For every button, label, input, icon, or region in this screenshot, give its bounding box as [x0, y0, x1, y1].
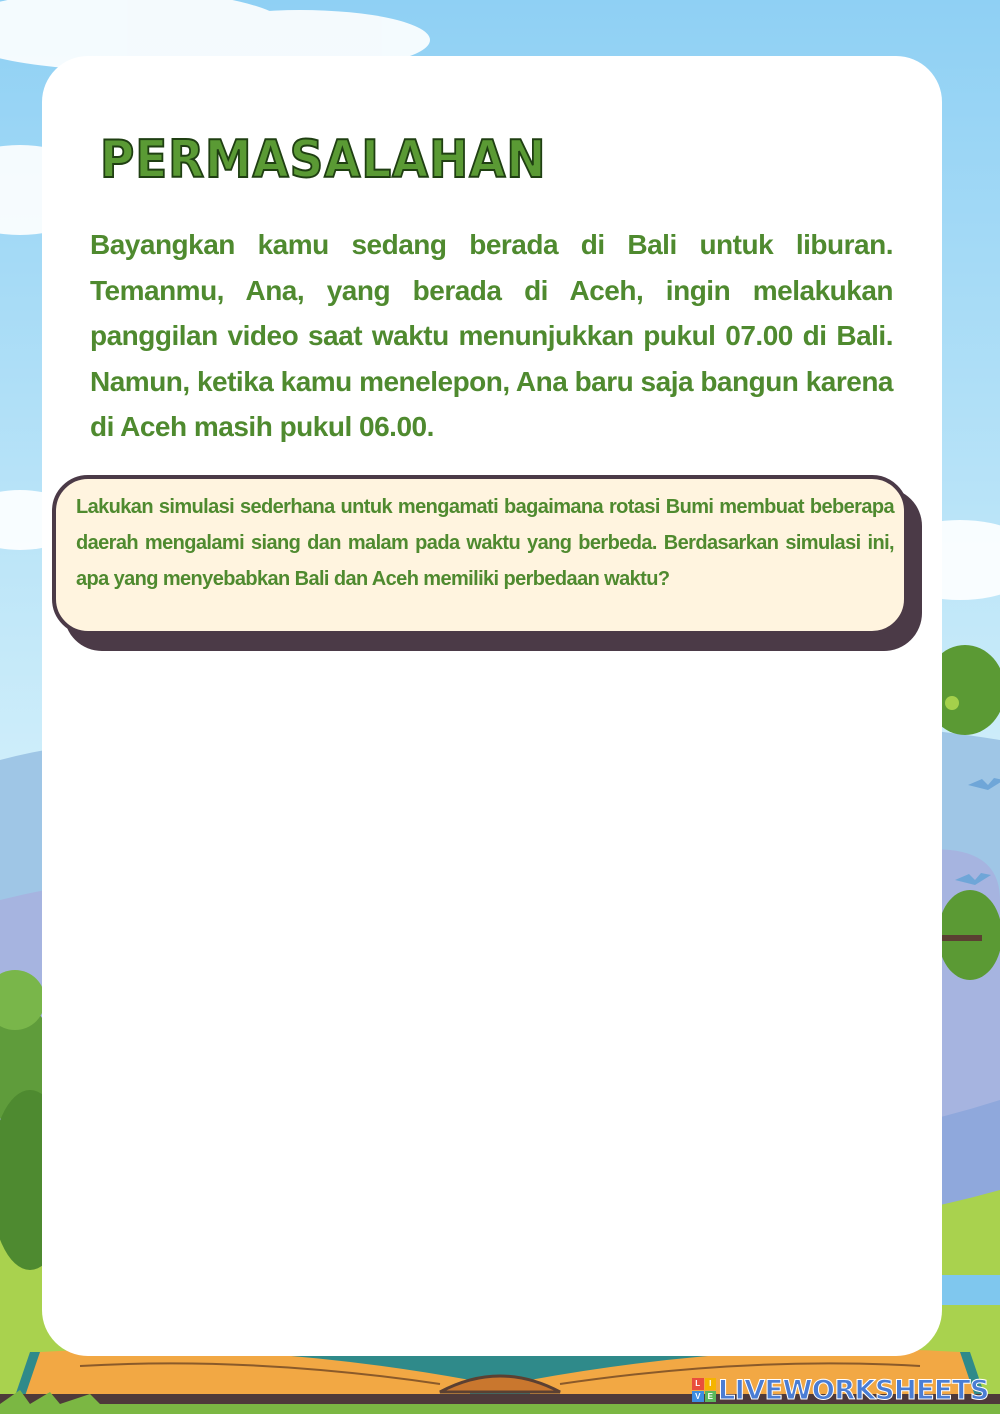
page-title: PERMASALAHAN — [100, 130, 547, 190]
watermark-text: LIVEWORKSHEETS — [718, 1374, 989, 1406]
task-instruction: Lakukan simulasi sederhana untuk mengamati bagaimana rotasi Bumi membuat beberapa daerah mengalami siang dan malam pada waktu yang berbeda. Berdasarkan simulasi ini, apa yang menyebabkan Bali dan Aceh memiliki perbedaan waktu? — [76, 496, 894, 590]
liveworksheets-logo-icon: L I V E — [692, 1378, 716, 1402]
problem-description: Bayangkan kamu sedang berada di Bali untuk liburan. Temanmu, Ana, yang berada di Aceh, ingin melakukan panggilan video saat waktu menunjukkan pukul 07.00 di Bali. Namun, ketika kamu menelepon, Ana baru saja bangun karena di Aceh masih pukul 06.00. — [90, 229, 893, 442]
liveworksheets-watermark — [692, 1374, 989, 1406]
